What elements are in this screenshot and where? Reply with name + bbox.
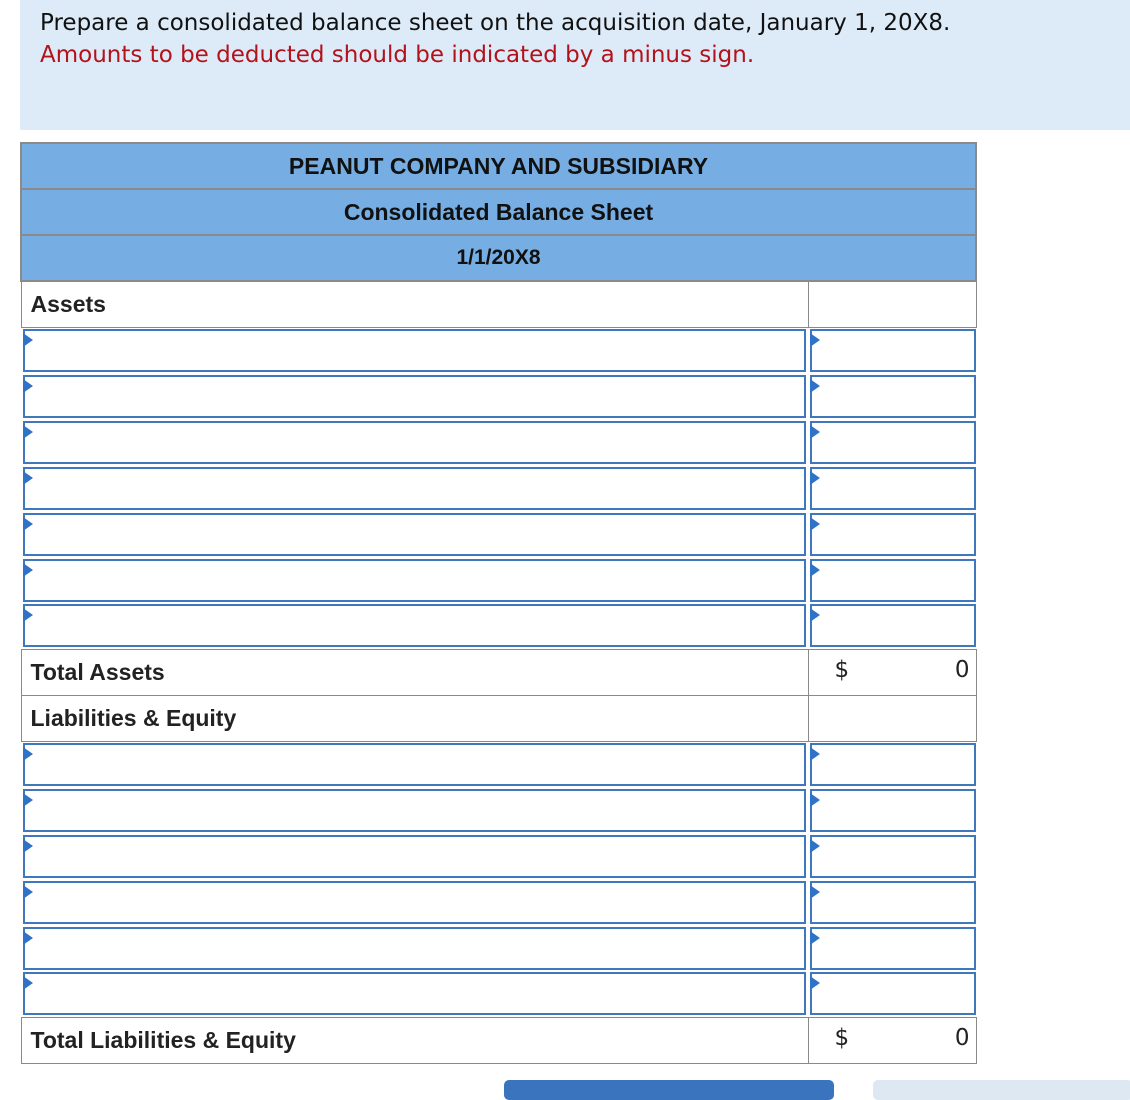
dropdown-triangle-icon — [23, 839, 33, 853]
liability-amount-cell — [808, 879, 976, 925]
asset-amount-field[interactable] — [810, 467, 976, 510]
dropdown-triangle-icon — [23, 333, 33, 347]
liability-amount-cell — [808, 833, 976, 879]
asset-amount-input[interactable] — [812, 377, 974, 416]
asset-account-dropdown[interactable] — [23, 513, 806, 556]
asset-account-cell — [21, 603, 808, 649]
header-date-row — [21, 235, 976, 281]
asset-account-input[interactable] — [25, 331, 804, 370]
asset-amount-cell — [808, 465, 976, 511]
total-assets-row — [21, 649, 976, 695]
total-assets-cell — [808, 649, 976, 695]
dropdown-triangle-icon — [810, 517, 820, 531]
asset-account-dropdown[interactable] — [23, 467, 806, 510]
asset-amount-field[interactable] — [810, 604, 976, 647]
total-liabilities-equity-cell — [808, 1017, 976, 1063]
dropdown-triangle-icon — [23, 976, 33, 990]
liability-account-dropdown[interactable] — [23, 881, 806, 924]
liability-entry-row — [21, 741, 976, 787]
liability-amount-field[interactable] — [810, 927, 976, 970]
asset-entry-row — [21, 557, 976, 603]
liability-amount-input[interactable] — [812, 883, 974, 922]
liability-entry-row — [21, 879, 976, 925]
instructions-text: Prepare a consolidated balance sheet on the acquisition date, January 1, 20X8. — [40, 10, 951, 36]
assets-label: Assets — [21, 281, 808, 327]
dropdown-triangle-icon — [23, 793, 33, 807]
asset-amount-input[interactable] — [812, 469, 974, 508]
asset-amount-input[interactable] — [812, 423, 974, 462]
dropdown-triangle-icon — [23, 885, 33, 899]
asset-entry-row — [21, 511, 976, 557]
liability-amount-field[interactable] — [810, 835, 976, 878]
asset-amount-field[interactable] — [810, 559, 976, 602]
dropdown-triangle-icon — [23, 425, 33, 439]
dropdown-triangle-icon — [23, 608, 33, 622]
asset-account-input[interactable] — [25, 515, 804, 554]
prev-button[interactable] — [504, 1080, 834, 1100]
liability-account-input[interactable] — [25, 745, 804, 784]
liability-entry-row — [21, 787, 976, 833]
liability-account-cell — [21, 879, 808, 925]
dropdown-triangle-icon — [23, 747, 33, 761]
liability-account-dropdown[interactable] — [23, 743, 806, 786]
dropdown-triangle-icon — [810, 471, 820, 485]
liabilities-amount-blank — [808, 695, 976, 741]
liability-amount-input[interactable] — [812, 929, 974, 968]
dropdown-triangle-icon — [23, 471, 33, 485]
asset-amount-field[interactable] — [810, 421, 976, 464]
asset-account-dropdown[interactable] — [23, 421, 806, 464]
total-liabilities-equity-row — [21, 1017, 976, 1063]
liability-entry-row — [21, 925, 976, 971]
liability-amount-field[interactable] — [810, 743, 976, 786]
liability-account-input[interactable] — [25, 837, 804, 876]
dropdown-triangle-icon — [23, 517, 33, 531]
liability-entry-row — [21, 833, 976, 879]
asset-account-input[interactable] — [25, 469, 804, 508]
asset-amount-cell — [808, 419, 976, 465]
dropdown-triangle-icon — [810, 839, 820, 853]
asset-amount-field[interactable] — [810, 513, 976, 556]
asset-entry-row — [21, 465, 976, 511]
asset-account-input[interactable] — [25, 606, 804, 645]
dropdown-triangle-icon — [810, 931, 820, 945]
total-liabilities-equity-label: Total Liabilities & Equity — [21, 1017, 808, 1063]
liability-amount-cell — [808, 925, 976, 971]
header-title-row — [21, 189, 976, 235]
dropdown-triangle-icon — [23, 563, 33, 577]
dropdown-triangle-icon — [810, 563, 820, 577]
asset-amount-field[interactable] — [810, 329, 976, 372]
asset-account-cell — [21, 373, 808, 419]
dropdown-triangle-icon — [810, 379, 820, 393]
liabilities-equity-label: Liabilities & Equity — [21, 695, 808, 741]
dropdown-triangle-icon — [23, 379, 33, 393]
asset-account-input[interactable] — [25, 561, 804, 600]
dropdown-triangle-icon — [810, 976, 820, 990]
liabilities-section-row — [21, 695, 976, 741]
asset-account-cell — [21, 557, 808, 603]
liability-account-input[interactable] — [25, 929, 804, 968]
dropdown-triangle-icon — [810, 425, 820, 439]
statement-title: Consolidated Balance Sheet — [21, 189, 976, 235]
asset-entry-row — [21, 603, 976, 649]
asset-amount-cell — [808, 327, 976, 373]
liability-amount-input[interactable] — [812, 837, 974, 876]
instructions-note: Amounts to be deducted should be indicated by a minus sign. — [40, 42, 755, 68]
asset-entry-row — [21, 327, 976, 373]
asset-account-input[interactable] — [25, 423, 804, 462]
liability-amount-input[interactable] — [812, 974, 974, 1013]
liability-account-input[interactable] — [25, 791, 804, 830]
liability-account-input[interactable] — [25, 883, 804, 922]
asset-account-dropdown[interactable] — [23, 329, 806, 372]
liability-account-cell — [21, 971, 808, 1017]
asset-account-dropdown[interactable] — [23, 559, 806, 602]
dropdown-triangle-icon — [810, 747, 820, 761]
liability-account-cell — [21, 925, 808, 971]
liability-account-cell — [21, 833, 808, 879]
liability-account-dropdown[interactable] — [23, 789, 806, 832]
asset-entry-row — [21, 373, 976, 419]
dropdown-triangle-icon — [810, 885, 820, 899]
asset-amount-input[interactable] — [812, 515, 974, 554]
asset-amount-cell — [808, 603, 976, 649]
total-assets-value: 0 — [954, 657, 970, 683]
liability-amount-cell — [808, 741, 976, 787]
asset-account-dropdown[interactable] — [23, 604, 806, 647]
liability-entry-row — [21, 971, 976, 1017]
balance-sheet-table — [20, 142, 977, 1064]
currency-symbol: $ — [834, 657, 850, 683]
currency-symbol: $ — [834, 1025, 850, 1051]
liability-amount-field[interactable] — [810, 972, 976, 1015]
header-company-row — [21, 143, 976, 189]
asset-account-cell — [21, 465, 808, 511]
asset-amount-cell — [808, 373, 976, 419]
liability-account-cell — [21, 787, 808, 833]
assets-section-row — [21, 281, 976, 327]
total-liabilities-equity-value: 0 — [954, 1025, 970, 1051]
assets-amount-blank — [808, 281, 976, 327]
statement-date: 1/1/20X8 — [21, 235, 976, 281]
liability-amount-input[interactable] — [812, 745, 974, 784]
asset-amount-cell — [808, 557, 976, 603]
dropdown-triangle-icon — [810, 793, 820, 807]
liability-account-dropdown[interactable] — [23, 835, 806, 878]
asset-amount-field[interactable] — [810, 375, 976, 418]
liability-amount-input[interactable] — [812, 791, 974, 830]
asset-entry-row — [21, 419, 976, 465]
dropdown-triangle-icon — [810, 333, 820, 347]
liability-account-input[interactable] — [25, 974, 804, 1013]
liability-account-dropdown[interactable] — [23, 927, 806, 970]
asset-account-cell — [21, 327, 808, 373]
asset-amount-input[interactable] — [812, 331, 974, 370]
liability-amount-field[interactable] — [810, 881, 976, 924]
liability-amount-field[interactable] — [810, 789, 976, 832]
next-button[interactable] — [873, 1080, 1130, 1100]
asset-account-dropdown[interactable] — [23, 375, 806, 418]
asset-account-input[interactable] — [25, 377, 804, 416]
asset-account-cell — [21, 511, 808, 557]
liability-account-dropdown[interactable] — [23, 972, 806, 1015]
asset-amount-input[interactable] — [812, 606, 974, 645]
liability-amount-cell — [808, 971, 976, 1017]
total-assets-label: Total Assets — [21, 649, 808, 695]
dropdown-triangle-icon — [23, 931, 33, 945]
instructions-panel — [20, 0, 1130, 130]
liability-amount-cell — [808, 787, 976, 833]
asset-amount-cell — [808, 511, 976, 557]
dropdown-triangle-icon — [810, 608, 820, 622]
asset-account-cell — [21, 419, 808, 465]
liability-account-cell — [21, 741, 808, 787]
asset-amount-input[interactable] — [812, 561, 974, 600]
company-name: PEANUT COMPANY AND SUBSIDIARY — [21, 143, 976, 189]
